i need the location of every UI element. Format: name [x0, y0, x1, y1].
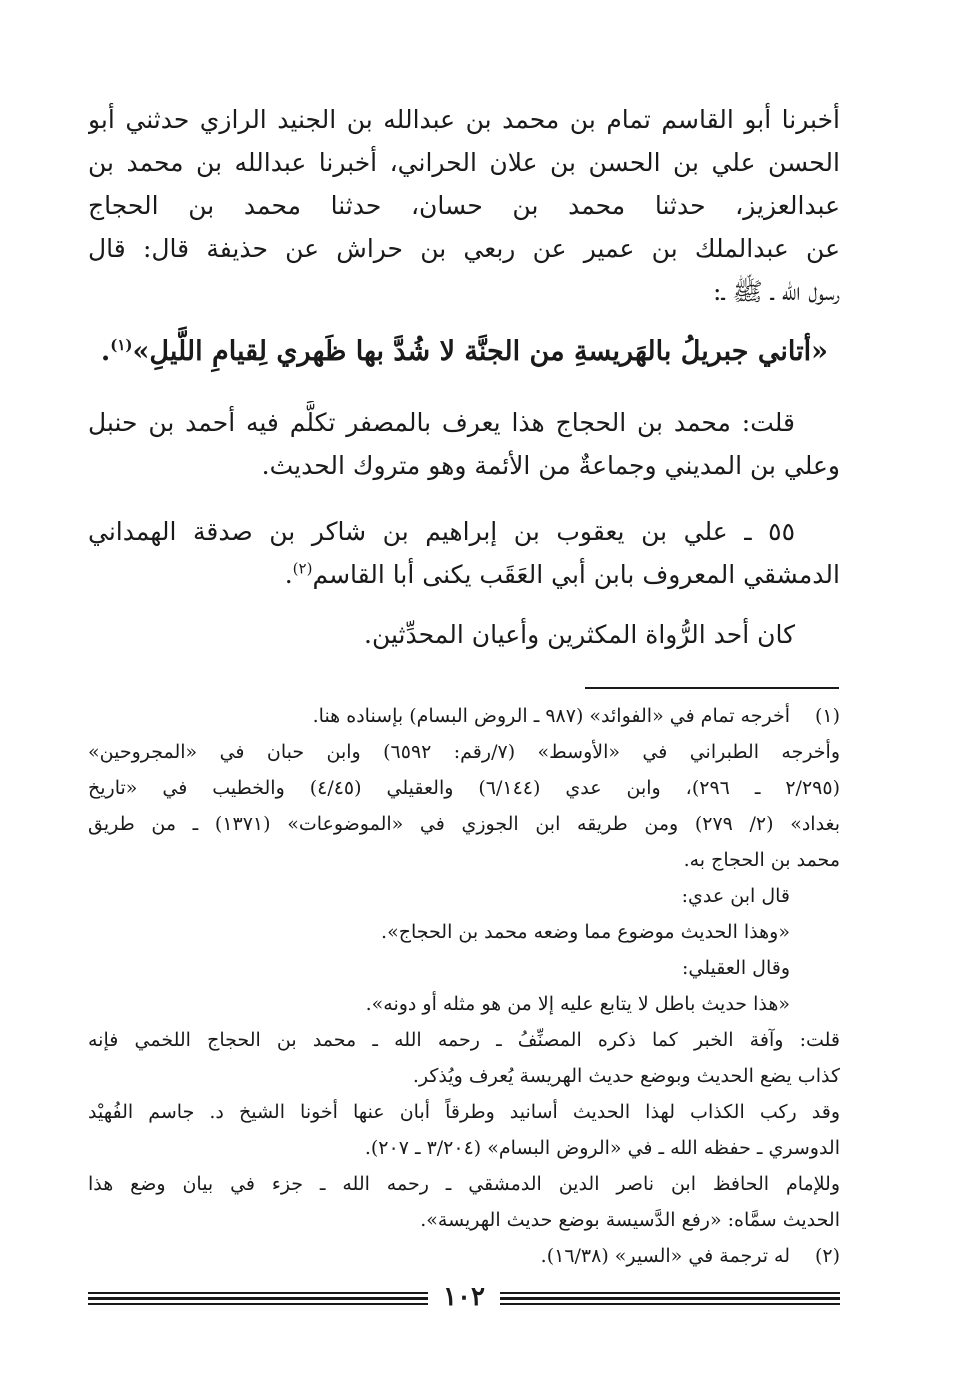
footnote-marker-1: (١) [110, 336, 133, 354]
footnote-line: له ترجمة في «السير» (١٦/٣٨). [540, 1245, 790, 1267]
footnote-line: الحديث سمَّاه: «رفع الدَّسيسة بوضع حديث الهريسة». [420, 1209, 840, 1231]
isnad-line: أخبرنا أبو القاسم تمام بن محمد بن عبدالله بن الجنيد الرازي حدثني أبو [88, 105, 840, 134]
footer-rule-left [88, 1292, 428, 1310]
comment-line: قلت: محمد بن الحجاج هذا يعرف بالمصفر تكلَّم فيه أحمد بن حنبل [88, 408, 795, 437]
footnote-line: محمد بن الحجاج به. [683, 849, 840, 871]
page-number: ١٠٢ [443, 1282, 485, 1312]
footnote-line: «هذا حديث باطل لا يتابع عليه إلا من هو مثله أو دونه». [365, 993, 790, 1015]
footnote-line: وأخرجه الطبراني في «الأوسط» (٧/رقم: ٦٥٩٢) وابن حبان في «المجروحين» [88, 741, 840, 763]
footnote-line: أخرجه تمام في «الفوائد» (٩٨٧ ـ الروض البسام) بإسناده هنا. [312, 705, 790, 727]
footnote-1 [88, 698, 840, 734]
entry-heading [88, 510, 840, 596]
footnote-line: وقد ركب الكذاب لهذا الحديث أسانيد وطرقاً أبان عنها أخونا الشيخ د. جاسم الفُهيْد [88, 1101, 840, 1123]
footnote-line: وللإمام الحافظ ابن ناصر الدين الدمشقي ـ رحمه الله ـ جزء في بيان وضع هذا [88, 1173, 840, 1195]
isnad-line: عبدالعزيز، حدثنا محمد بن حسان، حدثنا محمد بن الحجاج [88, 191, 840, 220]
comment-paragraph [88, 401, 840, 487]
entry-line: ٥٥ ـ علي بن يعقوب بن إبراهيم بن شاكر بن صدقة الهمداني [88, 517, 795, 546]
footnote-line: قال ابن عدي: [681, 885, 790, 907]
note-paragraph [88, 613, 840, 656]
isnad-line: عن عبدالملك بن عمير عن ربعي بن حراش عن حذيفة قال: قال [88, 234, 840, 263]
footnote-line: قلت: وآفة الخبر كما ذكره المصنِّفُ ـ رحمه الله ـ محمد بن الحجاج اللخمي فإنه [88, 1029, 840, 1051]
footnote-number: (١) [814, 705, 840, 727]
hadith-end: . [100, 336, 111, 367]
page-footer [88, 1282, 840, 1316]
footnote-1-continued [88, 734, 840, 1238]
note-line: كان أحد الرُّواة المكثرين وأعيان المحدِّثين. [364, 620, 795, 649]
entry-line-text: الدمشقي المعروف بابن أبي العَقَب يكنى أبا القاسم [312, 560, 840, 589]
isnad-paragraph [88, 98, 840, 313]
footnote-body [88, 1238, 790, 1274]
footnote-marker-2: (٢) [292, 559, 313, 578]
footnote-line: الدوسري ـ حفظه الله ـ في «الروض البسام» (٣/٢٠٤ ـ ٢٠٧). [364, 1137, 840, 1159]
isnad-line: رسول الله ـ ﷺ ـ: [713, 277, 840, 306]
footnote-line: (٢/٢٩٥ ـ ٢٩٦)، وابن عدي (٦/١٤٤) والعقيلي (٤/٤٥) والخطيب في «تاريخ [88, 777, 840, 799]
footnote-line: «وهذا الحديث موضوع مما وضعه محمد بن الحجاج». [381, 921, 790, 943]
comment-line: وعلي بن المديني وجماعةٌ من الأئمة وهو متروك الحديث. [261, 451, 840, 480]
footer-rule-right [500, 1292, 840, 1310]
hadith-body: «أتاني جبريلُ بالهَريسةِ من الجنَّة لا شُدَّ بها ظَهري لِقيامِ اللَّيلِ» [132, 336, 828, 367]
footnote-separator [585, 687, 839, 689]
footnote-2 [88, 1238, 840, 1274]
footnote-number: (٢) [814, 1245, 840, 1267]
footnote-line: كذاب يضع الحديث وبوضع حديث الهريسة يُعرف ويُذكر. [412, 1065, 840, 1087]
footnote-body [88, 698, 790, 734]
isnad-line: الحسن علي بن الحسن بن علان الحراني، أخبرنا عبدالله بن محمد بن [88, 148, 840, 177]
footnote-line: وقال العقيلي: [682, 957, 790, 979]
entry-line-2 [88, 553, 840, 596]
entry-end: . [284, 560, 293, 589]
footnotes [88, 698, 840, 1274]
hadith-text [88, 330, 828, 374]
footnote-line: بغداد» (٢/ ٢٧٩) ومن طريقه ابن الجوزي في «الموضوعات» (١٣٧١) ـ من طريق [88, 813, 840, 835]
